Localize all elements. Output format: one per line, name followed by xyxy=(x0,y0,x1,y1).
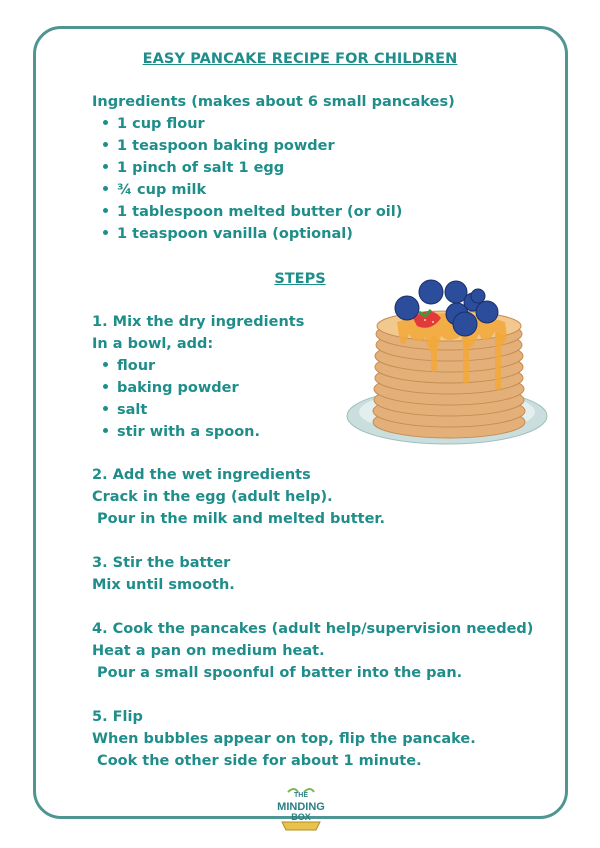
ingredient-item: 1 tablespoon melted butter (or oil) xyxy=(103,204,402,220)
step1-heading: 1. Mix the dry ingredients xyxy=(92,314,305,330)
ingredient-item: 1 teaspoon baking powder xyxy=(103,138,335,154)
step1-item: flour xyxy=(103,358,155,374)
step4-heading: 4. Cook the pancakes (adult help/supervision needed) xyxy=(92,621,534,637)
step1-item: stir with a spoon. xyxy=(103,424,260,440)
step1-text: In a bowl, add: xyxy=(92,336,214,352)
ingredient-item: 1 pinch of salt 1 egg xyxy=(103,160,284,176)
step5-heading: 5. Flip xyxy=(92,709,143,725)
step4-line: Pour a small spoonful of batter into the pan. xyxy=(92,665,463,681)
step1-item: baking powder xyxy=(103,380,239,396)
ingredient-item: 1 cup flour xyxy=(103,116,205,132)
ingredient-item: 1 teaspoon vanilla (optional) xyxy=(103,226,353,242)
logo-text-the: THE xyxy=(294,792,308,799)
ingredient-item: ¾ cup milk xyxy=(103,182,206,198)
step1-item: salt xyxy=(103,402,147,418)
step5-line: When bubbles appear on top, flip the pancake. xyxy=(92,731,476,747)
logo-text-box: BOX xyxy=(291,812,311,822)
step2-line: Pour in the milk and melted butter. xyxy=(92,511,386,527)
logo-text-minding: MINDING xyxy=(277,801,325,813)
step2-heading: 2. Add the wet ingredients xyxy=(92,467,311,483)
step3-heading: 3. Stir the batter xyxy=(92,555,231,571)
ingredients-heading: Ingredients (makes about 6 small pancakes) xyxy=(92,94,455,110)
recipe-title: EASY PANCAKE RECIPE FOR CHILDREN xyxy=(142,51,458,67)
step3-line: Mix until smooth. xyxy=(92,577,235,593)
pancake-stack-illustration xyxy=(345,274,560,469)
steps-heading: STEPS xyxy=(274,271,326,287)
step5-line: Cook the other side for about 1 minute. xyxy=(92,753,422,769)
step2-line: Crack in the egg (adult help). xyxy=(92,489,333,505)
the-minding-box-logo xyxy=(276,784,326,836)
step4-line: Heat a pan on medium heat. xyxy=(92,643,325,659)
